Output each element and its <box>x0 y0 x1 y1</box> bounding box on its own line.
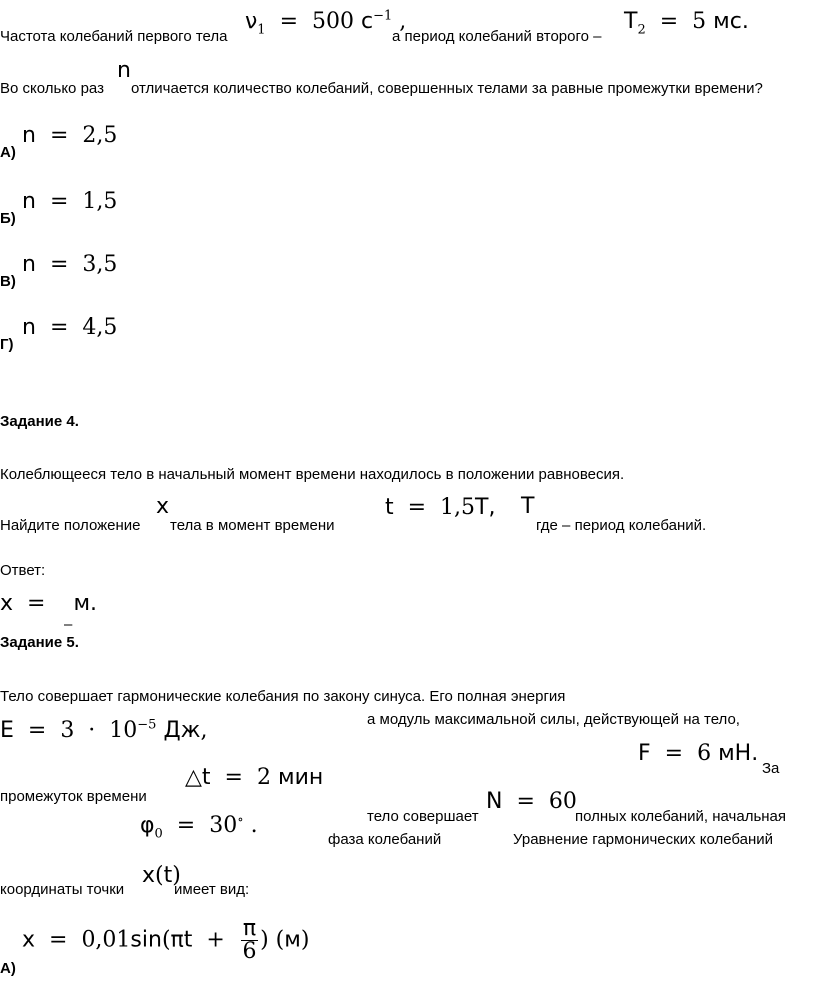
task5-line6-end: имеет вид: <box>174 881 250 898</box>
option-b-value: 1,5 <box>82 189 118 214</box>
option-b-formula: n = 1,5 <box>22 189 118 214</box>
task5-line5-end: Уравнение гармонических колебаний <box>513 831 774 848</box>
task5-za: За <box>762 760 780 777</box>
formula-force: F = 6 мН. <box>638 741 759 766</box>
task5-line2: а модуль максимальной силы, действующей на тело, <box>367 711 740 728</box>
formula-phi0: $\varphi_0 = 30^\circ$ . <box>140 812 258 842</box>
option-a-equation: x = 0,01sin(πt + $\frac{\pi}{6}$ ) (м) <box>22 916 310 964</box>
task4-line2-end: где – период колебаний. <box>536 517 707 534</box>
t3-line2-end: отличается количество колебаний, совершенных телами за равные промежутки времени? <box>131 80 763 97</box>
task5-line5-start: фаза колебаний <box>328 831 442 848</box>
option-v-label: В) <box>0 273 16 290</box>
task4-line2-mid: тела в момент времени <box>170 517 335 534</box>
t3-line2-start: Во сколько раз <box>0 80 104 97</box>
t3-line1-start: Частота колебаний первого тела <box>0 28 228 45</box>
option-a-value: 2,5 <box>82 123 118 148</box>
option-a-formula: n = 2,5 <box>22 123 118 148</box>
formula-n: n <box>117 58 131 83</box>
option-b-label: Б) <box>0 210 16 227</box>
option-g-value: 4,5 <box>82 315 118 340</box>
formula-t: t = 1,5T, <box>385 495 496 520</box>
formula-nu1: $\nu_1 = 500$ $с^{-1}$ , <box>245 8 407 38</box>
task4-line1: Колеблющееся тело в начальный момент времени находилось в положении равновесия. <box>0 466 625 483</box>
task5-option-a-label: А) <box>0 960 16 977</box>
option-a-label: А) <box>0 144 16 161</box>
task5-line3: промежуток времени <box>0 788 147 805</box>
t3-line1-end: а период колебаний второго – <box>392 28 602 45</box>
task4-title: Задание 4. <box>0 413 79 430</box>
formula-x: x <box>156 494 170 519</box>
option-g-formula: n = 4,5 <box>22 315 118 340</box>
formula-T: T <box>521 494 535 519</box>
formula-N: N = 60 <box>486 789 577 814</box>
answer-formula: x = м. <box>0 591 98 616</box>
formula-delta-t: △t = 2 мин <box>185 765 324 790</box>
answer-blank-dash: – <box>64 616 73 633</box>
task4-line2-start: Найдите положение <box>0 517 141 534</box>
task5-line4-start: тело совершает <box>367 808 479 825</box>
formula-x-of-t: x(t) <box>142 863 181 888</box>
formula-T2: $T_2 = 5$ мс. <box>624 9 749 38</box>
task5-line4-end: полных колебаний, начальная <box>575 808 787 825</box>
task5-title: Задание 5. <box>0 634 79 651</box>
formula-energy: $E = 3 \cdot 10^{-5}$ Дж, <box>0 717 208 743</box>
option-g-label: Г) <box>0 336 14 353</box>
task5-line6-start: координаты точки <box>0 881 125 898</box>
answer-label: Ответ: <box>0 562 46 579</box>
task5-line1: Тело совершает гармонические колебания по закону синуса. Его полная энергия <box>0 688 566 705</box>
option-v-formula: n = 3,5 <box>22 252 118 277</box>
option-v-value: 3,5 <box>82 252 118 277</box>
